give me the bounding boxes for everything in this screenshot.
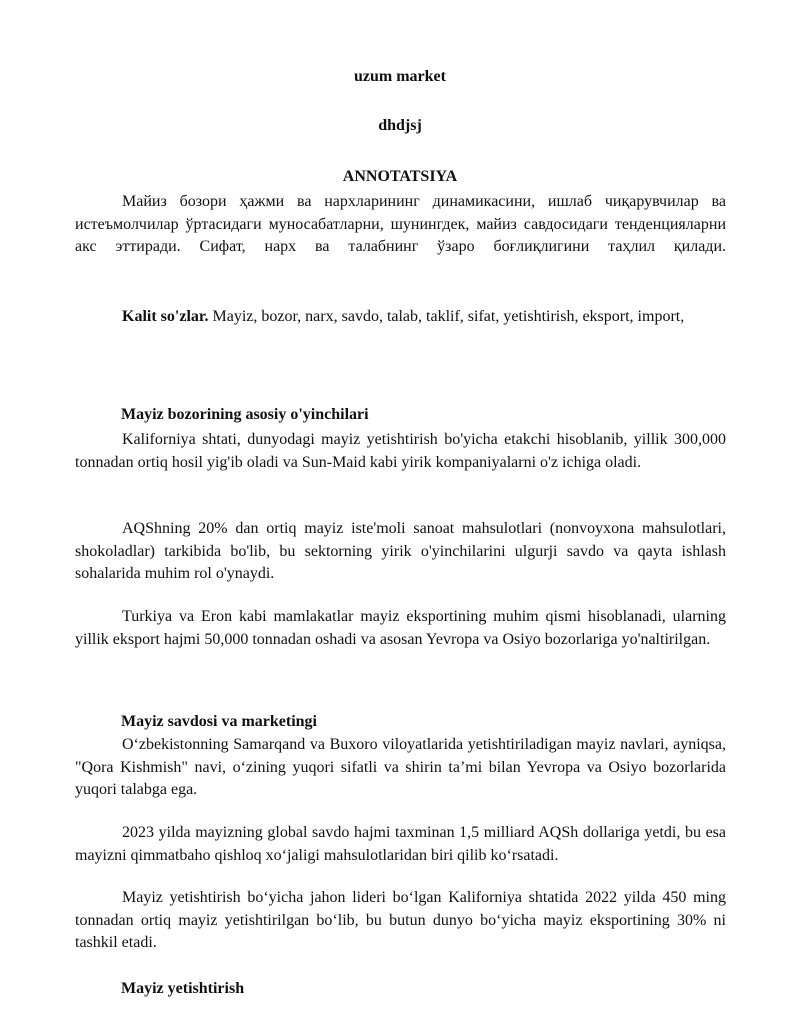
section-paragraph-text: Turkiya va Eron kabi mamlakatlar mayiz eksportining muhim qismi hisoblanadi, ularning yillik eksport hajmi 50,000 tonnadan oshadi va asosan Yevropa va Osiyo bozorlariga yo'naltirilgan. <box>75 608 726 648</box>
section-paragraph <box>75 518 726 586</box>
header-line-1: uzum market <box>354 68 446 85</box>
header-line-2: dhdjsj <box>378 117 422 134</box>
annotation-title: ANNOTATSIYA <box>342 168 458 185</box>
section-paragraph <box>75 606 726 651</box>
annotation-block <box>75 191 726 259</box>
section-heading: Mayiz bozorining asosiy o'yinchilari <box>121 406 369 423</box>
keywords-paragraph <box>75 306 726 329</box>
section-paragraph <box>75 429 726 474</box>
section-paragraph-text: Mayiz yetishtirish bo‘yicha jahon lideri bo‘lgan Kaliforniya shtatida 2022 yilda 450 ming tonnadan ortiq mayiz yetishtirilgan bo‘lib, bu butun dunyo bo‘yicha mayiz eksportining 30% ni tashkil etadi. <box>75 889 726 951</box>
keywords-text: Mayiz, bozor, narx, savdo, talab, taklif, sifat, yetishtirish, eksport, import, <box>208 308 685 325</box>
section-paragraph <box>75 887 726 955</box>
section-heading: Mayiz yetishtirish <box>121 980 245 997</box>
section-paragraph-text: AQShning 20% dan ortiq mayiz iste'moli sanoat mahsulotlari (nonvoyxona mahsulotlari, shokoladlar) tarkibida bo'lib, bu sektorning yirik o'yinchilarini ulgurji savdo va qayta ishlash sohalarida muhim rol o'ynaydi. <box>75 520 726 582</box>
keywords-block <box>75 306 726 329</box>
annotation-text: Майиз бозори ҳажми ва нархларининг динамикасини, ишлаб чиқарувчилар ва истеъмолчилар ўртасидаги муносабатларни, шунингдек, майиз савдосидаги тенденцияларни акс эттиради. Сифат, нарх ва талабнинг ўзаро боғлиқлигини таҳлил қилади. <box>75 193 726 255</box>
section-heading: Mayiz savdosi va marketingi <box>121 713 317 730</box>
keywords-label: Kalit so'zlar. <box>122 308 209 325</box>
section-paragraph-text: O‘zbekistonning Samarqand va Buxoro viloyatlarida yetishtiriladigan mayiz navlari, ayniqsa, "Qora Kishmish" navi, o‘zining yuqori sifatli va shirin ta’mi bilan Yevropa va Osiyo bozorlarida yuqori talabga ega. <box>75 736 726 798</box>
section-paragraph-text: 2023 yilda mayizning global savdo hajmi taxminan 1,5 milliard AQSh dollariga yetdi, bu esa mayizni qimmatbaho qishloq xo‘jaligi mahsulotlaridan biri qilib ko‘rsatadi. <box>75 824 726 864</box>
section-paragraph <box>75 734 726 802</box>
section-paragraph <box>75 822 726 867</box>
section-paragraph-text: Kaliforniya shtati, dunyodagi mayiz yetishtirish bo'yicha etakchi hisoblanib, yillik 300,000 tonnadan ortiq hosil yig'ib oladi va Sun-Maid kabi yirik kompaniyalarni o'z ichiga oladi. <box>75 431 726 471</box>
